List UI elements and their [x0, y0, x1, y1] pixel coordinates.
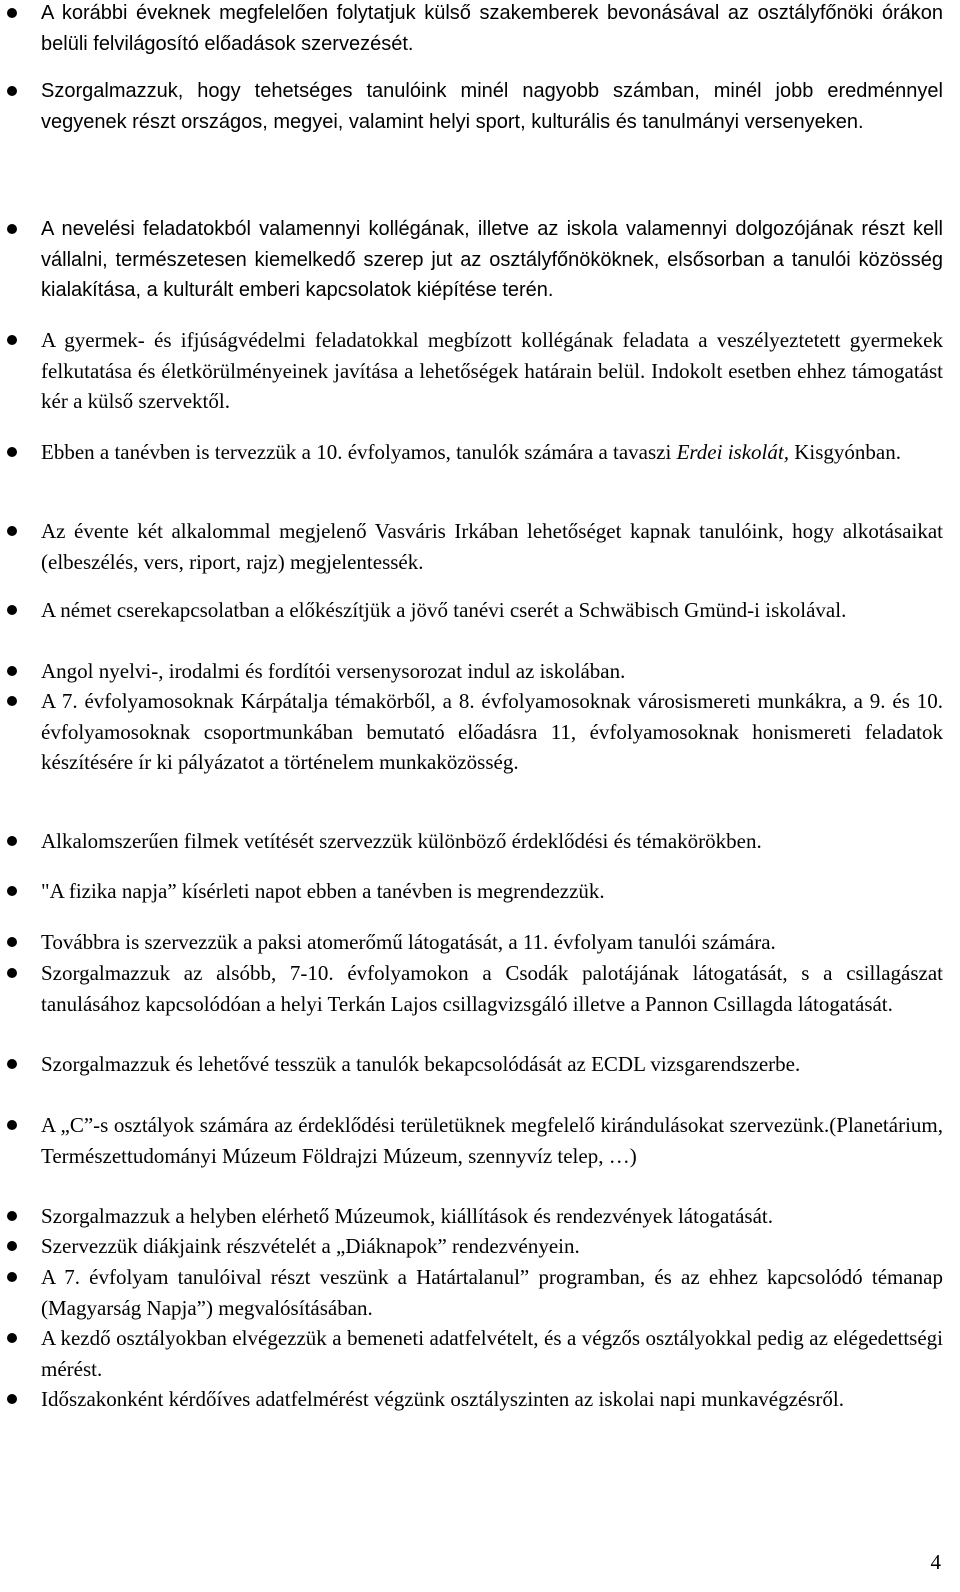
list-item-text: A gyermek- és ifjúságvédelmi feladatokkal megbízott kollégának feladata a veszélyeztetett gyermekek felkutatása és életkörülményeinek javítása a lehetőségek határain belül. Indokolt esetben ehhez támogatást kér a külső szervektől.: [41, 328, 943, 413]
bullet-icon: [7, 335, 17, 345]
bullet-icon: [7, 1272, 17, 1282]
list-item-text: Időszakonként kérdőíves adatfelmérést végzünk osztályszinten az iskolai napi munkavégzésről.: [41, 1387, 844, 1411]
list-item-text: Szorgalmazzuk az alsóbb, 7-10. évfolyamokon a Csodák palotájának látogatását, s a csillagászat tanulásához kapcsolódóan a helyi Terkán Lajos csillagvizsgáló illetve a Pannon Csillagda látogatását.: [41, 961, 943, 1016]
bullet-icon: [7, 605, 17, 615]
bullet-icon: [7, 666, 17, 676]
bullet-icon: [7, 447, 17, 457]
bullet-icon: [7, 1211, 17, 1221]
bullet-icon: [7, 1059, 17, 1069]
list-item-text: A német cserekapcsolatban a előkészítjük a jövő tanévi cserét a Schwäbisch Gmünd-i iskolával.: [41, 598, 847, 622]
bullet-icon: [7, 886, 17, 896]
bullet-icon: [7, 968, 17, 978]
bullet-icon: [7, 224, 17, 234]
list-item-text: Szorgalmazzuk és lehetővé tesszük a tanulók bekapcsolódását az ECDL vizsgarendszerbe.: [41, 1052, 801, 1076]
text-run: Kisgyónban.: [788, 440, 901, 464]
text-run: Ebben a tanévben is tervezzük a 10. évfolyamos, tanulók számára a tavaszi: [41, 440, 677, 464]
list-item-text: Szervezzük diákjaink részvételét a „Diáknapok” rendezvényein.: [41, 1234, 580, 1258]
bullet-icon: [7, 1241, 17, 1251]
bullet-icon: [7, 1120, 17, 1130]
bullet-icon: [7, 836, 17, 846]
bullet-icon: [7, 8, 17, 18]
list-item-text: Szorgalmazzuk, hogy tehetséges tanulóink minél nagyobb számban, minél jobb eredménnyel vegyenek részt országos, megyei, valamint helyi sport, kulturális és tanulmányi versenyeken.: [41, 80, 943, 133]
list-item-text: A korábbi éveknek megfelelően folytatjuk külső szakemberek bevonásával az osztályfőnöki órákon belüli felvilágosító előadások szervezését.: [41, 2, 943, 55]
list-item-text: [41, 437, 943, 468]
list-item-text: Az évente két alkalommal megjelenő Vasváris Irkában lehetőséget kapnak tanulóink, hogy alkotásaikat (elbeszélés, vers, riport, rajz) megjelentessék.: [41, 519, 943, 574]
bullet-icon: [7, 937, 17, 947]
bullet-icon: [7, 696, 17, 706]
list-item-text: A 7. évfolyamosoknak Kárpátalja témakörből, a 8. évfolyamosoknak városismereti munkákra, a 9. és 10. évfolyamosoknak csoportmunkában bemutató előadásra 11, évfolyamosoknak honismereti feladatok készítésére ír ki pályázatot a történelem munkaközösség.: [41, 689, 943, 774]
bullet-icon: [7, 526, 17, 536]
bullet-icon: [7, 86, 17, 96]
italic-text: Erdei iskolát,: [676, 440, 789, 464]
list-item-text: "A fizika napja” kísérleti napot ebben a tanévben is megrendezzük.: [41, 879, 605, 903]
list-item-text: A kezdő osztályokban elvégezzük a bemeneti adatfelvételt, és a végzős osztályokkal pedig az elégedettségi mérést.: [41, 1326, 943, 1381]
page-number: 4: [930, 1550, 941, 1574]
bullet-icon: [7, 1333, 17, 1343]
list-item-text: Szorgalmazzuk a helyben elérhető Múzeumok, kiállítások és rendezvények látogatását.: [41, 1204, 774, 1228]
list-item-text: Angol nyelvi-, irodalmi és fordítói versenysorozat indul az iskolában.: [41, 659, 626, 683]
list-item-text: Alkalomszerűen filmek vetítését szervezzük különböző érdeklődési és témakörökben.: [41, 829, 762, 853]
list-item-text: A nevelési feladatokból valamennyi kollégának, illetve az iskola valamennyi dolgozójának részt kell vállalni, természetesen kiemelkedő szerep jut az osztályfőnököknek, elsősorban a tanulói közösség kialakítása, a kulturált emberi kapcsolatok kiépítése terén.: [41, 218, 943, 301]
list-item-text: A 7. évfolyam tanulóival részt veszünk a Határtalanul” programban, és az ehhez kapcsolódó témanap (Magyarság Napja”) megvalósításában.: [41, 1265, 943, 1320]
list-item-text: A „C”-s osztályok számára az érdeklődési területüknek megfelelő kirándulásokat szervezünk.(Planetárium, Természettudományi Múzeum Földrajzi Múzeum, szennyvíz telep, …): [41, 1113, 943, 1168]
list-item-text: Továbbra is szervezzük a paksi atomerőmű látogatását, a 11. évfolyam tanulói számára.: [41, 930, 776, 954]
bullet-icon: [7, 1394, 17, 1404]
